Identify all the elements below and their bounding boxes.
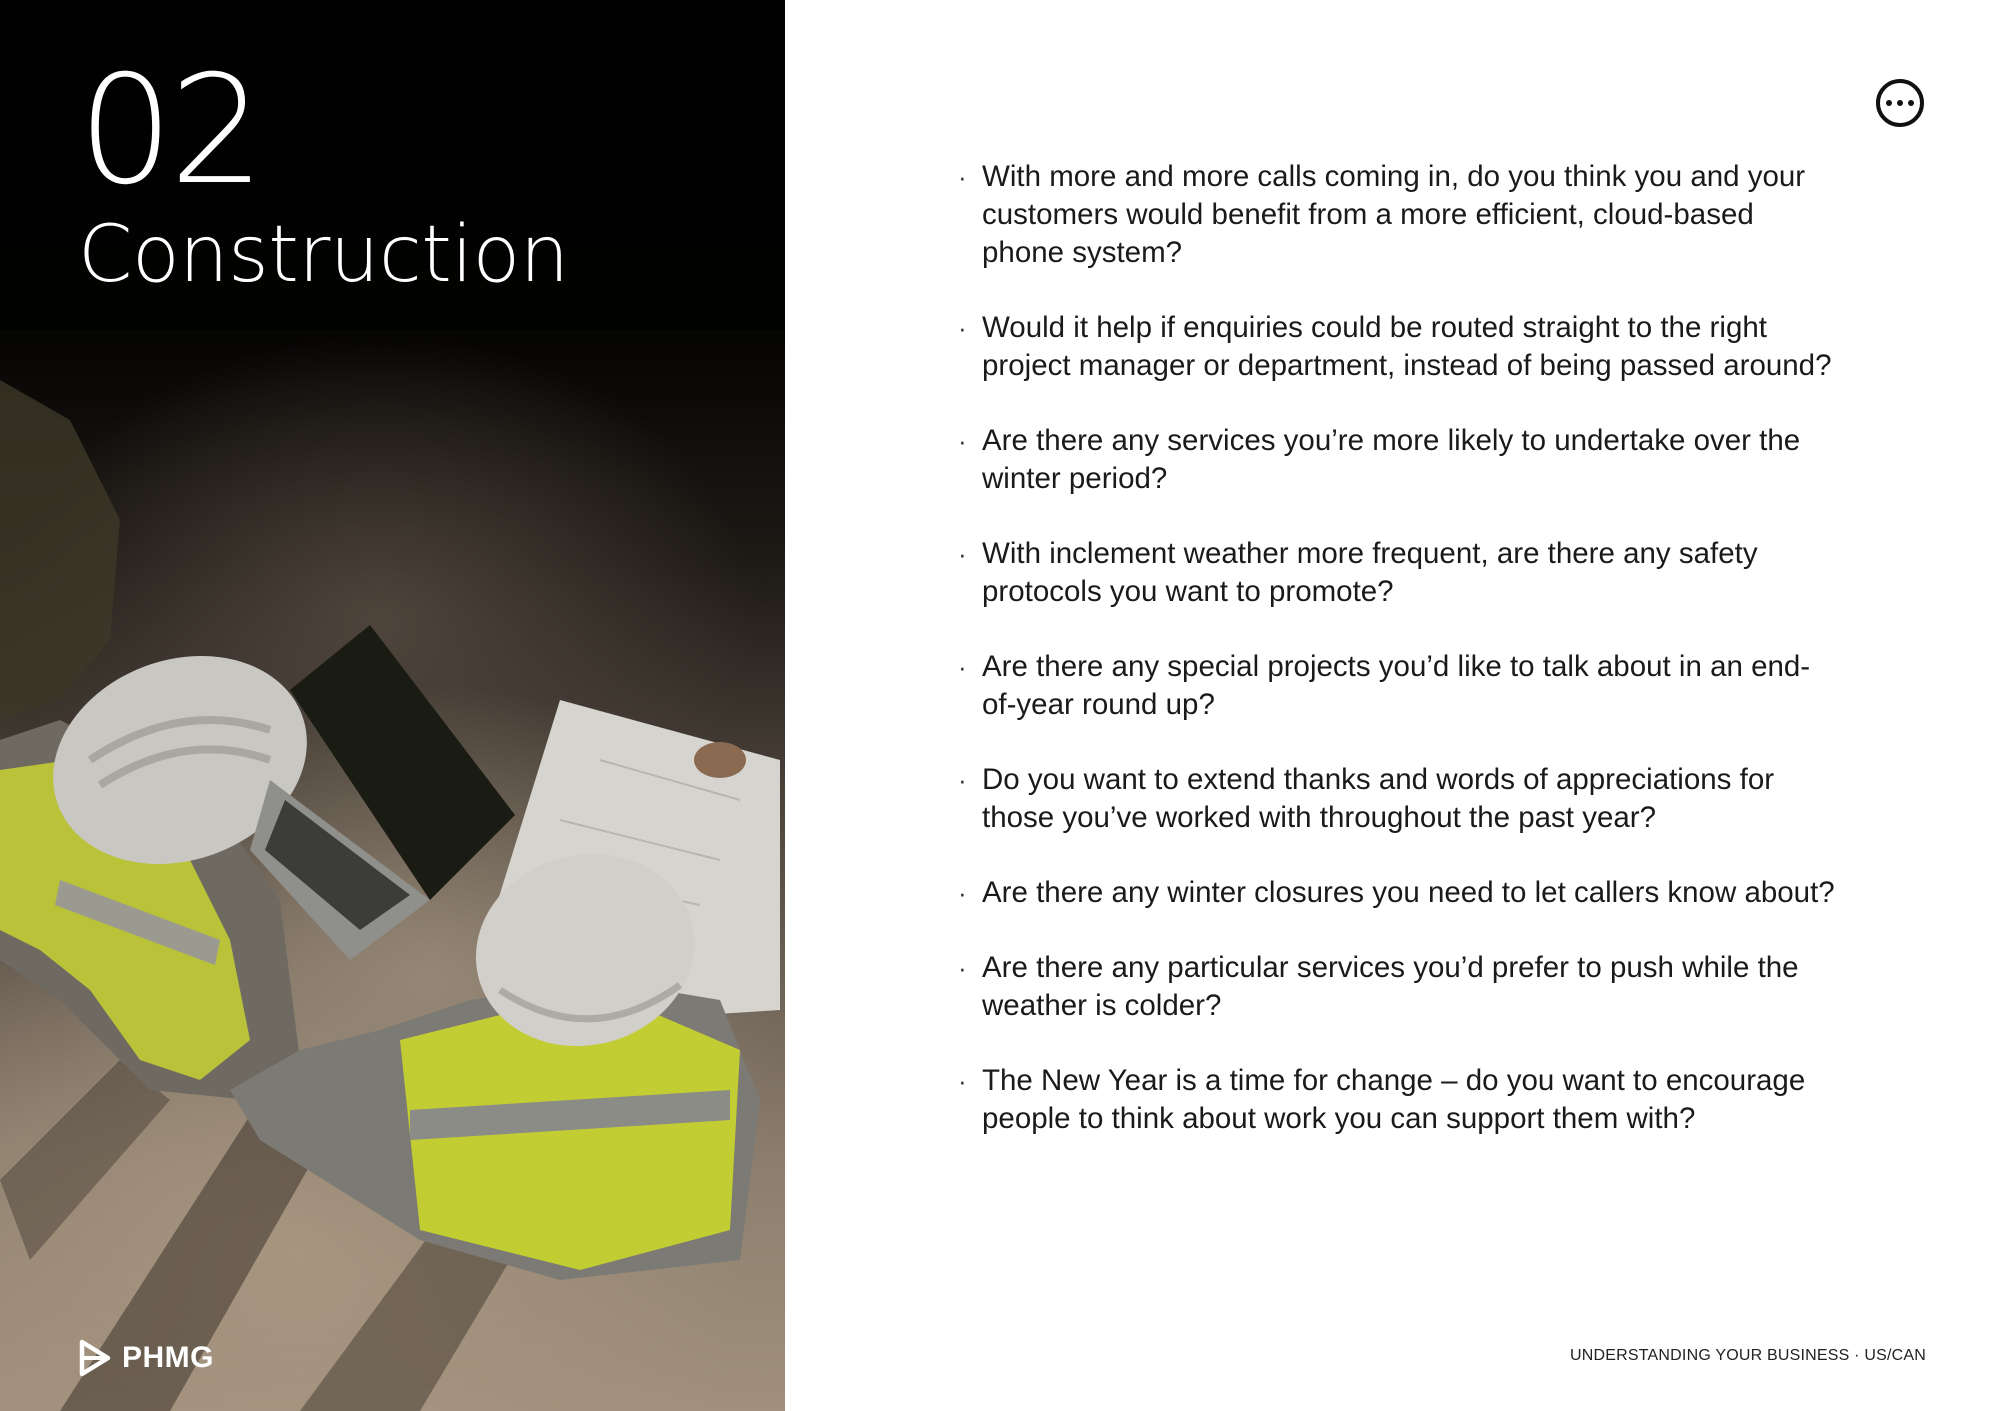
question-text: With inclement weather more frequent, are there any safety protocols you want to promote?	[982, 537, 1758, 608]
footer-label: UNDERSTANDING YOUR BUSINESS · US/CAN	[1570, 1347, 1926, 1364]
bullet: ·	[958, 162, 967, 192]
section-title: Construction	[78, 210, 569, 300]
more-horizontal-icon	[1897, 100, 1903, 106]
list-item	[958, 158, 1838, 272]
more-horizontal-icon	[1908, 100, 1914, 106]
question-text: Are there any winter closures you need to let callers know about?	[982, 876, 1835, 909]
question-text: Are there any services you’re more likely to undertake over the winter period?	[982, 424, 1801, 495]
section-number: 02	[78, 44, 261, 218]
bullet: ·	[958, 539, 967, 569]
bullet: ·	[958, 426, 967, 456]
question-text: Are there any special projects you’d like to talk about in an end-of-year round up?	[982, 650, 1811, 721]
list-item	[958, 1062, 1838, 1138]
list-item	[958, 949, 1838, 1025]
question-text: Are there any particular services you’d prefer to push while the weather is colder?	[982, 951, 1799, 1022]
logo-text: PHMG	[122, 1341, 214, 1374]
play-logo-icon	[78, 1338, 112, 1378]
bullet: ·	[958, 652, 967, 682]
more-horizontal-icon	[1886, 100, 1892, 106]
phmg-logo	[78, 1338, 214, 1378]
question-list	[958, 158, 1838, 1175]
question-text: With more and more calls coming in, do you think you and your customers would benefit from a more efficient, cloud-based phone system?	[982, 160, 1806, 269]
hero-image-panel	[0, 0, 785, 1411]
list-item	[958, 874, 1838, 912]
more-options-button[interactable]	[1876, 79, 1924, 127]
question-text: Do you want to extend thanks and words of appreciations for those you’ve worked with throughout the past year?	[982, 763, 1775, 834]
bullet: ·	[958, 878, 967, 908]
list-item	[958, 422, 1838, 498]
list-item	[958, 761, 1838, 837]
bullet: ·	[958, 313, 967, 343]
list-item	[958, 535, 1838, 611]
bullet: ·	[958, 953, 967, 983]
list-item	[958, 309, 1838, 385]
bullet: ·	[958, 765, 967, 795]
bullet: ·	[958, 1066, 967, 1096]
question-text: Would it help if enquiries could be routed straight to the right project manager or department, instead of being passed around?	[982, 311, 1832, 382]
list-item	[958, 648, 1838, 724]
question-text: The New Year is a time for change – do you want to encourage people to think about work you can support them with?	[982, 1064, 1806, 1135]
